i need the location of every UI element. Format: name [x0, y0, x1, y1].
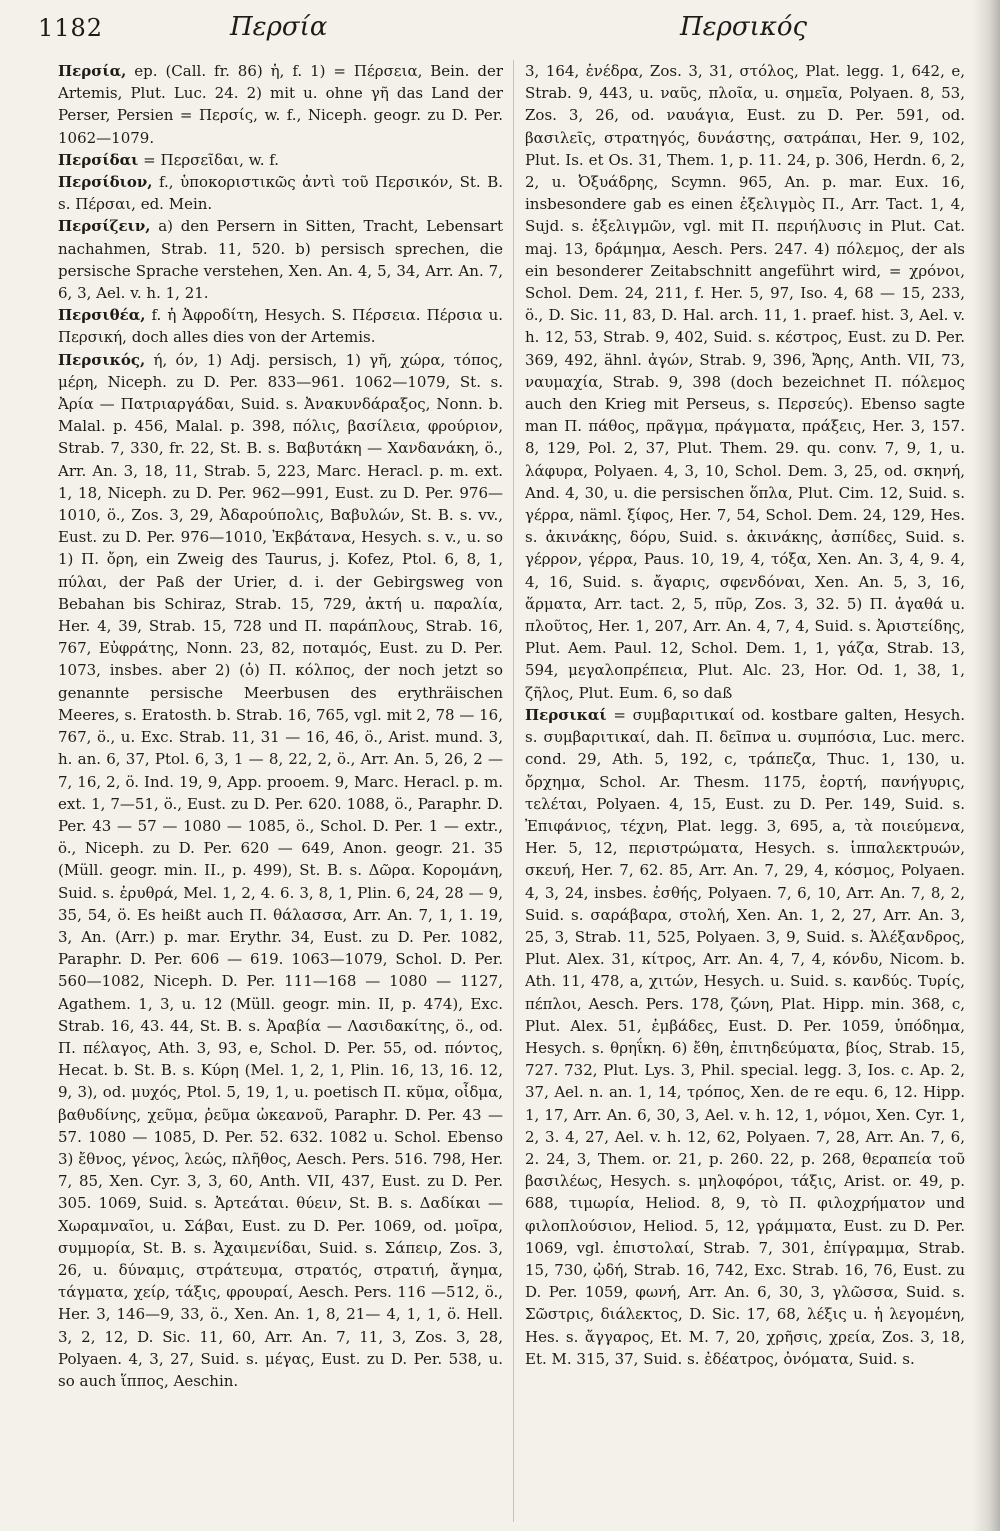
entry-text: ή, όν, 1) Adj. persisch, 1) γῆ, χώρα, τόπος, μέρη, Niceph. zu D. Per. 833—961. 1062—1079, St. s. Ἀρία — Πατριαργάδαι, Suid. s. Ἀνακυνδάραξος, Nonn. b. Malal. p. 456, Malal. p. 398, πόλις, βασίλεια, φρούριον, Strab. 7, 330, fr. 22, St. B. s. Βαβυτάκη — Χανδανάκη, ö., Arr. An. 3, 18, 11, Strab. 5, 223, Marc. Heracl. p. m. ext. 1, 18, Niceph. zu D. Per. 962—991, Eust. zu D. Per. 976—1010, ö., Zos. 3, 29, Ἀδαρούπολις, Βαβυλών, St. B. s. vv., Eust. zu D. Per. 976—1010, Ἐκβάτανα, Hesych. s. v., u. so 1) Π. ὄρη, ein Zweig des Taurus, j. Kofez, Ptol. 6, 8, 1, πύλαι, der Paß der Urier, d. i. der Gebirgsweg von Bebahan bis Schiraz, Strab. 15, 729, ἀκτή u. παραλία, Her. 4, 39, Strab. 15, 728 und Π. παράπλους, Strab. 16, 767, Εὐφράτης, Nonn. 23, 82, ποταμός, Eust. zu D. Per. 1073, insbes. aber 2) (ὁ) Π. κόλπος, der noch jetzt so genannte persische Meerbusen des erythräischen Meeres, s. Eratosth. b. Strab. 16, 765, vgl. mit 2, 78 — 16, 767, ö., u. Exc. Strab. 11, 31 — 16, 46, ö., Arist. mund. 3, h. an. 6, 37, Ptol. 6, 3, 1 — 8, 22, 2, ö., Arr. An. 5, 26, 2 — 7, 16, 2, ö. Ind. 19, 9, App. prooem. 9, Marc. Heracl. p. m. ext. 1, 7—51, ö., Eust. zu D. Per. 620. 1088, ö., Paraphr. D. Per. 43 — 57 — 1080 — 1085, ö., Schol. D. Per. 1 — extr., ö., Niceph. zu D. Per. 620 — 649, Anon. geogr. 21. 35 (Müll. geogr. min. II., p. 499), St. B. s. Δῶρα. Κορομάνη, Suid. s. ἐρυθρά, Mel. 1, 2, 4. 6. 3, 8, 1, Plin. 6, 24, 28 — 9, 35, 54, ö. Es heißt auch Π. θάλασσα, Arr. An. 7, 1, 1. 19, 3, An. (Arr.) p. mar. Erythr. 34, Eust. zu D. Per. 1082, Paraphr. D. Per. 606 — 619. 1063—1079, Schol. D. Per. 560—1082, Niceph. D. Per. 111—168 — 1080 — 1127, Agathem. 1, 3, u. 12 (Müll. geogr. min. II, p. 474), Exc. Strab. 16, 43. 44, St. B. s. Ἀραβία — Λασιδακίτης, ö., od. Π. πέλαγος, Ath. 3, 93, e, Schol. D. Per. 55, od. πόντος, Hecat. b. St. B. s. Κύρη (Mel. 1, 2, 1, Plin. 16, 13, 16. 12, 9, 3), od. μυχός, Ptol. 5, 19, 1, u. poetisch Π. κῦμα, οἶδμα, βαθυδίνης, χεῦμα, ῥεῦμα ὠκεανοῦ, Paraphr. D. Per. 43 — 57. 1080 — 1085, D. Per. 52. 632. 1082 u. Schol. Ebenso 3) ἔθνος, γένος, λεώς, πλῆθος, Aesch. Pers. 516. 798, Her. 7, 85, Xen. Cyr. 3, 3, 60, Anth. VII, 437, Eust. zu D. Per. 305. 1069, Suid. s. Ἀρτεάται. θύειν, St. B. s. Δαδίκαι — Χωραμναῖοι, u. Σάβαι, Eust. zu D. Per. 1069, od. μοῖρα, συμμορία, St. B. s. Ἀχαιμενίδαι, Suid. s. Σάπειρ, Zos. 3, 26, u. δύναμις, στράτευμα, στρατός, στρατιή, ἄγημα, τάγματα, χείρ, τάξις, φρουραί, Aesch. Pers. 116 —512, ö., Her. 3, 146—9, 33, ö., Xen. An. 1, 8, 21— 4, 1, 1, ö. Hell. 3, 2, 12, D. Sic. 11, 60, Arr. An. 7, 11, 3, Zos. 3, 28, Polyaen. 4, 3, 27, Suid. s. μέγας, Eust. zu D. Per. 538, u. so auch ἵππος, Aeschin. [58, 350, 503, 1390]
entry-persizein [58, 215, 503, 304]
page-number: 1182 [38, 14, 104, 42]
entry-persia [58, 60, 503, 149]
entry-text: f., ὑποκοριστικῶς ἀντὶ τοῦ Περσικόν, St. B. s. Πέρσαι, ed. Mein. [58, 173, 503, 214]
entry-text: ep. (Call. fr. 86) ἡ, f. 1) = Πέρσεια, Bein. der Artemis, Plut. Luc. 24. 2) mit u. ohne γῆ das Land der Perser, Persien = Περσίς, w. f., Niceph. geogr. zu D. Per. 1062—1079. [58, 62, 503, 147]
lemma: Περσικαί [525, 705, 607, 724]
entry-persidion [58, 171, 503, 215]
lemma: Περσία, [58, 62, 127, 80]
lemma: Περσίζειν, [58, 217, 151, 236]
entry-text: = συμβαριτικαί od. kostbare galten, Hesych. s. συμβαριτικαί, dah. Π. δεῖπνα u. συμπόσια, Luc. merc. cond. 29, Ath. 5, 192, c, τράπεζα, Thuc. 1, 130, u. ὄρχημα, Schol. Ar. Thesm. 1175, ἑορτή, πανήγυρις, τελέται, Polyaen. 4, 15, Eust. zu D. Per. 149, Suid. s. Ἐπιφάνιος, τέχνη, Plat. legg. 3, 695, a, τὰ ποιεύμενα, Her. 5, 12, περιστρώματα, Hesych. s. ἱππαλεκτρυών, σκευή, Her. 7, 62. 85, Arr. An. 7, 29, 4, κόσμος, Polyaen. 4, 3, 24, insbes. ἐσθής, Polyaen. 7, 6, 10, Arr. An. 7, 8, 2, Suid. s. σαράβαρα, στολή, Xen. An. 1, 2, 27, Arr. An. 3, 25, 3, Strab. 11, 525, Polyaen. 3, 9, Suid. s. Ἀλέξανδρος, Plut. Alex. 31, κίτρος, Arr. An. 4, 7, 4, κόνδυ, Nicom. b. Ath. 11, 478, a, χιτών, Hesych. u. Suid. s. κανδύς. Τυρίς, πέπλοι, Aesch. Pers. 178, ζώνη, Plat. Hipp. min. 368, c, Plut. Alex. 51, ἐμβάδες, Eust. D. Per. 1059, ὑπόδημα, Hesych. s. θρηΐκη. 6) ἔθη, ἐπιτηδεύματα, βίος, Strab. 15, 727. 732, Plut. Lys. 3, Phil. special. legg. 3, Ios. c. Ap. 2, 37, Ael. n. an. 1, 14, τρόπος, Xen. de re equ. 6, 12. Hipp. 1, 17, Arr. An. 6, 30, 3, Ael. v. h. 12, 1, νόμοι, Xen. Cyr. 1, 2, 3. 4, 27, Ael. v. h. 12, 62, Polyaen. 7, 28, Arr. An. 7, 6, 2. 24, 3, Them. or. 21, p. 260. 22, p. 268, θεραπεία τοῦ βασιλέως, Hesych. s. μηλοφόροι, τάξις, Arist. or. 49, p. 688, τιμωρία, Heliod. 8, 9, τὸ Π. φιλοχρήματον und φιλοπλούσιον, Heliod. 5, 12, γράμματα, Eust. zu D. Per. 1069, vgl. ἐπιστολαί, Strab. 7, 301, ἐπίγραμμα, Strab. 15, 730, ᾠδή, Strab. 16, 742, Exc. Strab. 16, 76, Eust. zu D. Per. 1059, φωνή, Arr. An. 6, 30, 3, γλῶσσα, Suid. s. Σῶστρις, διάλεκτος, D. Sic. 17, 68, λέξις u. ἡ λεγομένη, Hes. s. ἄγγαρος, Et. M. 7, 20, χρῆσις, χρεία, Zos. 3, 18, Et. M. 315, 37, Suid. s. ἐδέατρος, ὀνόματα, Suid. s. [525, 705, 965, 1368]
lemma: Περσίδιον, [58, 173, 153, 192]
entry-persithea [58, 304, 503, 348]
lemma: Περσιθέα, [58, 306, 146, 325]
entry-text: = Περσεῖδαι, w. f. [138, 150, 280, 169]
column-divider [513, 60, 514, 1522]
lemma: Περσικός, [58, 350, 146, 369]
entry-persikai [525, 704, 965, 1370]
left-column [58, 60, 503, 1522]
entry-text: 3, 164, ἐνέδρα, Zos. 3, 31, στόλος, Plat. legg. 1, 642, e, Strab. 9, 443, u. ναῦς, πλοῖα, u. σημεῖα, Polyaen. 8, 53, Zos. 3, 26, od. ναυάγια, Eust. zu D. Per. 591, od. βασιλεῖς, στρατηγός, δυνάστης, σατράπαι, Her. 9, 102, Plut. Is. et Os. 31, Them. 1, p. 11. 24, p. 306, Herdn. 6, 2, 2, u. Ὀξυάδρης, Scymn. 965, An. p. mar. Eux. 16, insbesondere gab es einen ἐξελιγμὸς Π., Arr. Tact. 1, 4, Sujd. s. ἐξελιγμῶν, vgl. mit Π. περιήλυσις in Plut. Cat. maj. 13, δράμημα, Aesch. Pers. 247. 4) πόλεμος, der als ein besonderer Zeitabschnitt angeführt wird, = χρόνοι, Schol. Dem. 24, 211, f. Her. 5, 97, Iso. 4, 68 — 15, 233, ö., D. Sic. 11, 83, D. Hal. arch. 11, 1. praef. hist. 3, Ael. v. h. 12, 53, Strab. 9, 402, Suid. s. κέστρος, Eust. zu D. Per. 369, 492, ähnl. ἀγών, Strab. 9, 396, Ἄρης, Anth. VII, 73, ναυμαχία, Strab. 9, 398 (doch bezeichnet Π. πόλεμος auch den Krieg mit Perseus, s. Περσεύς). Ebenso sagte man Π. πάθος, πρᾶγμα, πράγματα, πράξεις, Her. 3, 157. 8, 129, Pol. 2, 37, Plut. Them. 29. qu. conv. 7, 9, 1, u. λάφυρα, Polyaen. 4, 3, 10, Schol. Dem. 3, 25, od. σκηνή, And. 4, 30, u. die persischen ὅπλα, Plut. Cim. 12, Suid. s. γέρρα, näml. ξίφος, Her. 7, 54, Schol. Dem. 24, 129, Hes. s. ἀκινάκης, δόρυ, Suid. s. ἀκινάκης, ἀσπίδες, Suid. s. γέρρον, γέρρα, Paus. 10, 19, 4, τόξα, Xen. An. 3, 4, 9. 4, 4, 16, Suid. s. ἄγαρις, σφενδόναι, Xen. An. 5, 3, 16, ἅρματα, Arr. tact. 2, 5, πῦρ, Zos. 3, 32. 5) Π. ἀγαθά u. πλοῦτος, Her. 1, 207, Arr. An. 4, 7, 4, Suid. s. Ἀριστείδης, Plut. Aem. Paul. 12, Schol. Dem. 1, 1, γάζα, Strab. 13, 594, μεγαλοπρέπεια, Plut. Alc. 23, Hor. Od. 1, 38, 1, ζῆλος, Plut. Eum. 6, so daß [525, 62, 965, 702]
lemma: Περσίδαι [58, 150, 139, 169]
right-running-head: Περσικός [680, 12, 808, 42]
right-column [525, 60, 965, 1522]
entry-text: f. ἡ Ἀφροδίτη, Hesych. S. Πέρσεια. Πέρσια u. Περσική, doch alles dies von der Artemis. [58, 306, 503, 347]
entry-text: a) den Persern in Sitten, Tracht, Lebensart nachahmen, Strab. 11, 520. b) persisch sprechen, die persische Sprache verstehen, Xen. An. 4, 5, 34, Arr. An. 7, 6, 3, Ael. v. h. 1, 21. [58, 217, 503, 303]
entry-persikos [58, 349, 503, 1393]
page-edge-shadow [972, 0, 1000, 1531]
page-header [0, 8, 1000, 52]
entry-persikos-continued [525, 60, 965, 704]
left-running-head: Περσία [230, 12, 328, 42]
entry-persidai [58, 149, 503, 171]
